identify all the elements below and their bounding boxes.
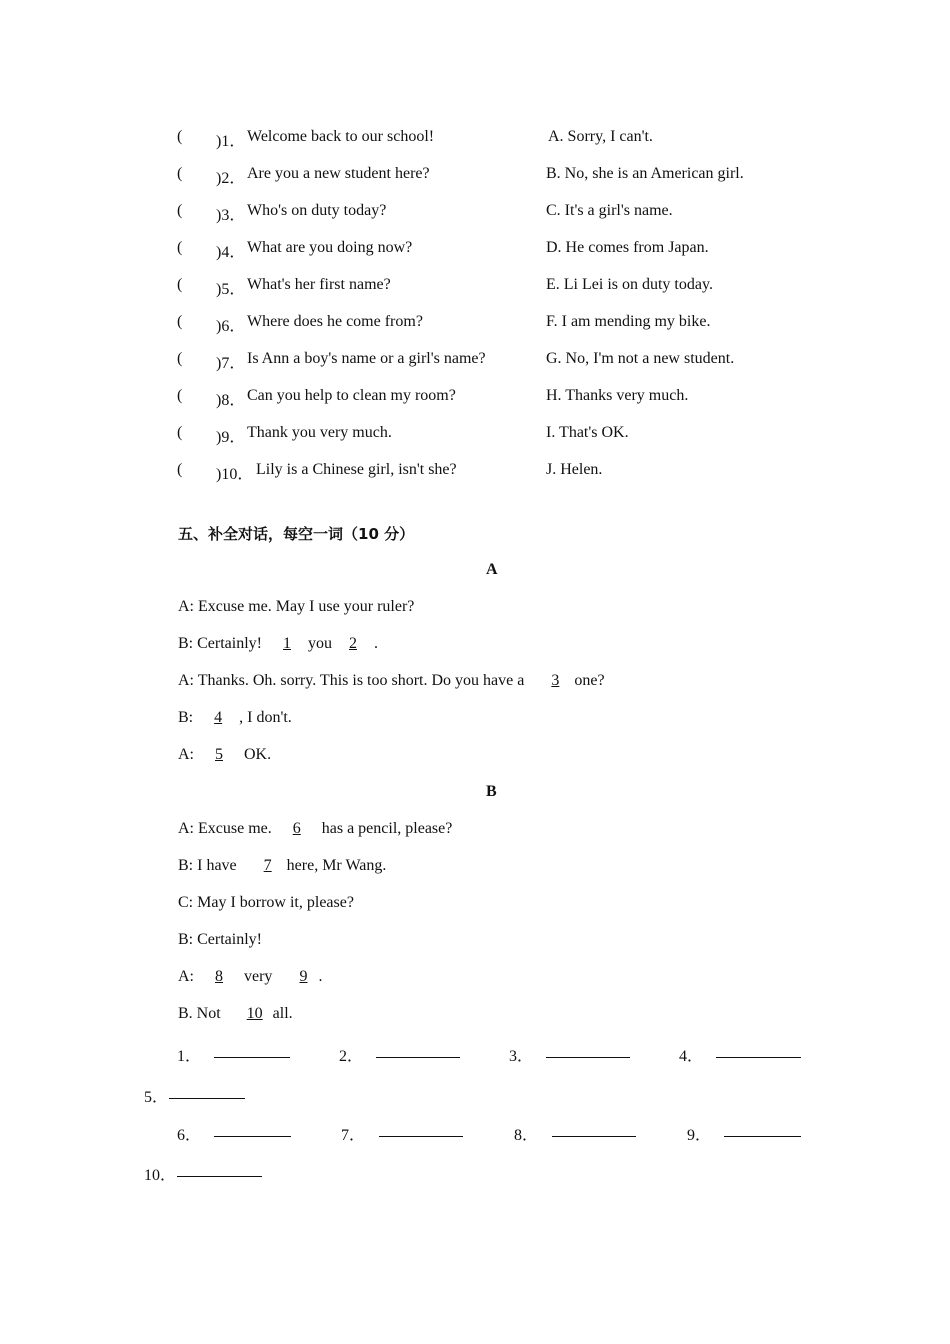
paren-open: (	[177, 128, 183, 145]
dialogue-text: A:	[178, 746, 198, 763]
answer-blank-7[interactable]	[379, 1122, 463, 1137]
answer-option: B. No, she is an American girl.	[546, 165, 744, 182]
paren-open: (	[177, 424, 183, 441]
paren-open: (	[177, 350, 183, 367]
paren-open: (	[177, 461, 183, 478]
answer-option: F. I am mending my bike.	[546, 313, 711, 330]
blank-8[interactable]: 8	[215, 968, 223, 985]
blank-4[interactable]: 4	[214, 709, 223, 726]
dialogue-text: C: May I borrow it, please?	[178, 894, 354, 911]
section-title: 五、补全对话，每空一词（10 分）	[178, 525, 415, 543]
answer-blank-6[interactable]	[214, 1122, 291, 1137]
dialogue-line	[178, 820, 452, 838]
dialogue-text: A: Thanks. Oh. sorry. This is too short. Do you have a	[178, 672, 529, 689]
dialogue-text: B: I have	[178, 857, 241, 874]
answer-blank-1[interactable]	[214, 1043, 290, 1058]
dialogue-line	[178, 709, 292, 727]
answer-label: 8．	[514, 1127, 539, 1144]
dialogue-text: A: Excuse me. May I use your ruler?	[178, 598, 415, 615]
dialogue-text: B:	[178, 709, 198, 726]
blank-5[interactable]: 5	[215, 746, 223, 763]
answer-blank-9[interactable]	[724, 1122, 801, 1137]
question-text: What's her first name?	[247, 276, 391, 293]
answer-blank-10[interactable]	[177, 1162, 262, 1177]
question-text: Welcome back to our school!	[247, 128, 435, 145]
blank-9[interactable]: 9	[299, 968, 308, 985]
blank-2[interactable]: 2	[348, 635, 357, 652]
dialogue-line	[178, 968, 322, 986]
question-number: )4．	[216, 244, 246, 261]
question-number: )1．	[216, 133, 246, 150]
answer-label: 1．	[177, 1048, 202, 1065]
blank-6[interactable]: 6	[292, 820, 301, 837]
dialogue-line	[178, 598, 414, 616]
paren-open: (	[177, 387, 183, 404]
answer-label: 7．	[341, 1127, 366, 1144]
dialogue-line	[178, 635, 378, 653]
dialogue-text: A:	[178, 968, 198, 985]
answer-label: 10．	[144, 1167, 177, 1184]
dialogue-text: one?	[570, 672, 605, 689]
dialogue-text: has a pencil, please?	[317, 820, 453, 837]
answer-label: 5．	[144, 1089, 169, 1106]
dialogue-text: all.	[272, 1005, 293, 1022]
question-text: Is Ann a boy's name or a girl's name?	[247, 350, 486, 367]
answer-option: H. Thanks very much.	[546, 387, 689, 404]
dialogue-text: OK.	[240, 746, 272, 763]
question-text: Are you a new student here?	[247, 165, 430, 182]
answer-option: G. No, I'm not a new student.	[546, 350, 735, 367]
question-text: Thank you very much.	[247, 424, 392, 441]
paren-open: (	[177, 313, 183, 330]
question-number: )7．	[216, 355, 246, 372]
blank-7[interactable]: 7	[263, 857, 272, 874]
dialogue-text: .	[373, 635, 378, 652]
paren-open: (	[177, 202, 183, 219]
answer-blank-3[interactable]	[546, 1043, 630, 1058]
dialogue-text: very	[240, 968, 277, 985]
blank-3[interactable]: 3	[551, 672, 560, 689]
question-number: )8．	[216, 392, 246, 409]
answer-blank-4[interactable]	[716, 1043, 801, 1058]
answer-label: 4．	[679, 1048, 704, 1065]
dialogue-text: .	[318, 968, 323, 985]
question-text: What are you doing now?	[247, 239, 413, 256]
dialogue-line	[178, 672, 605, 690]
question-number: )5．	[216, 281, 246, 298]
answer-option: I. That's OK.	[546, 424, 629, 441]
answer-option: J. Helen.	[546, 461, 603, 478]
answer-label: 2．	[339, 1048, 364, 1065]
answer-blank-8[interactable]	[552, 1122, 636, 1137]
dialogue-line	[178, 857, 386, 875]
answer-label: 3．	[509, 1048, 534, 1065]
answer-label: 9．	[687, 1127, 712, 1144]
dialogue-text: B. Not	[178, 1005, 225, 1022]
dialogue-text: B: Certainly!	[178, 931, 262, 948]
dialogue-text: A: Excuse me.	[178, 820, 276, 837]
dialogue-line	[178, 1005, 293, 1023]
dialogue-text: you	[307, 635, 332, 652]
dialogue-text: , I don't.	[239, 709, 292, 726]
question-text: Lily is a Chinese girl, isn't she?	[256, 461, 457, 478]
answer-blank-5[interactable]	[169, 1084, 245, 1099]
question-text: Who's on duty today?	[247, 202, 387, 219]
answer-option: E. Li Lei is on duty today.	[546, 276, 713, 293]
question-text: Where does he come from?	[247, 313, 423, 330]
dialogue-line	[178, 931, 262, 949]
question-number: )3．	[216, 207, 246, 224]
blank-1[interactable]: 1	[282, 635, 291, 652]
dialogue-text: here, Mr Wang.	[282, 857, 387, 874]
question-text: Can you help to clean my room?	[247, 387, 456, 404]
blank-10[interactable]: 10	[246, 1005, 263, 1022]
dialogue-text: B: Certainly!	[178, 635, 266, 652]
paren-open: (	[177, 239, 183, 256]
answer-blank-2[interactable]	[376, 1043, 460, 1058]
dialogue-line	[178, 746, 271, 764]
part-b-label: B	[486, 783, 497, 800]
dialogue-line	[178, 894, 354, 912]
answer-option: C. It's a girl's name.	[546, 202, 673, 219]
question-number: )2．	[216, 170, 246, 187]
paren-open: (	[177, 276, 183, 293]
answer-option: A. Sorry, I can't.	[548, 128, 653, 145]
part-a-label: A	[486, 561, 498, 578]
answer-label: 6．	[177, 1127, 202, 1144]
question-number: )10．	[216, 466, 254, 483]
question-number: )6．	[216, 318, 246, 335]
question-number: )9．	[216, 429, 246, 446]
paren-open: (	[177, 165, 183, 182]
answer-option: D. He comes from Japan.	[546, 239, 709, 256]
